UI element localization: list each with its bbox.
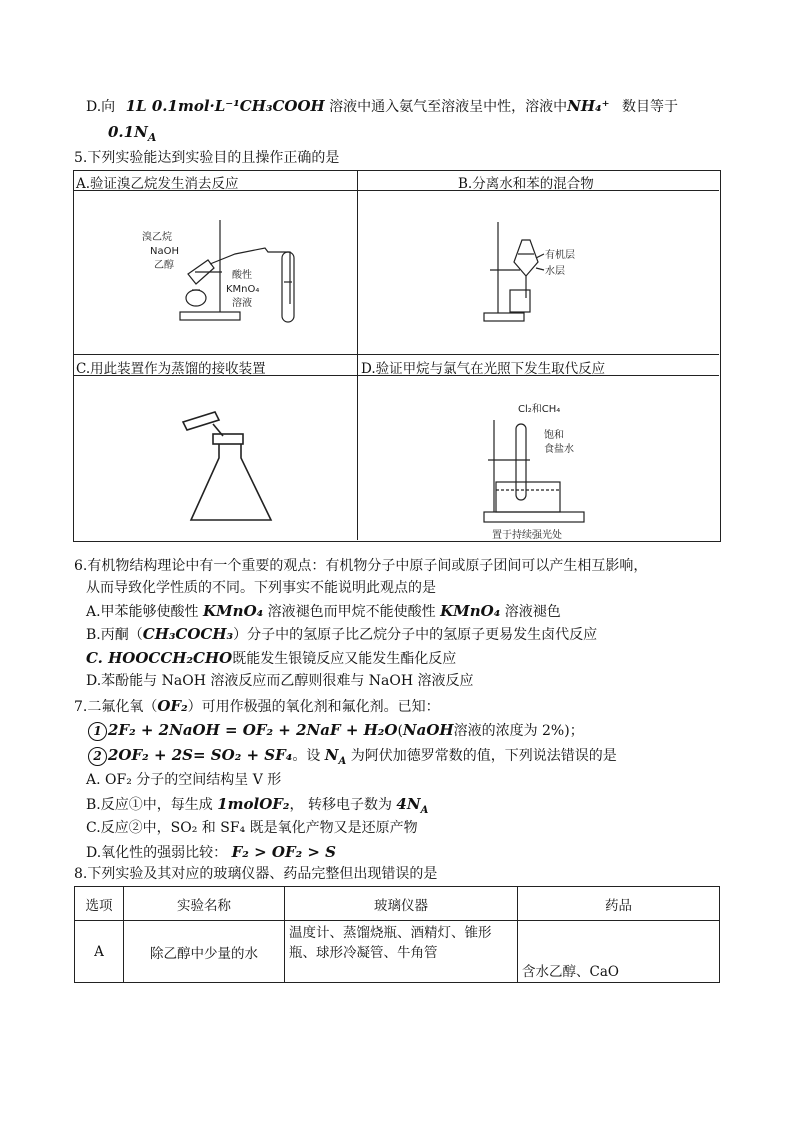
- q7-option-c: C.反应②中，SO₂ 和 SF₄ 既是氧化产物又是还原产物: [86, 820, 418, 836]
- row-experiment: 除乙醇中少量的水: [124, 921, 285, 983]
- q8-table: [74, 886, 720, 983]
- label-d-sol1: 饱和: [544, 430, 564, 441]
- label-d-gas: Cl₂和CH₄: [518, 404, 561, 415]
- q5-hline2: [73, 354, 719, 355]
- q5-vdivider: [357, 170, 358, 540]
- row-option: A: [75, 921, 124, 983]
- q6-option-c: C. HOOCCH₂CHO既能发生银镜反应又能发生酯化反应: [86, 649, 457, 667]
- header-option: 选项: [75, 887, 124, 921]
- label-a-r3: 溶液: [232, 298, 252, 309]
- q8-stem: 8.下列实验及其对应的玻璃仪器、药品完整但出现错误的是: [74, 866, 438, 882]
- label-a-l2: NaOH: [150, 246, 179, 257]
- row-glassware: 温度计、蒸馏烧瓶、酒精灯、锥形瓶、球形冷凝管、牛角管: [285, 921, 518, 983]
- table-header-row: [75, 887, 720, 921]
- label-d-sol2: 食盐水: [544, 444, 574, 455]
- row-reagents: 含水乙醇、CaO: [518, 921, 720, 983]
- label-a-r1: 酸性: [232, 270, 252, 281]
- q6-option-d: D.苯酚能与 NaOH 溶液反应而乙醇则很难与 NaOH 溶液反应: [86, 673, 474, 689]
- q5-cell-c-title: C.用此装置作为蒸馏的接收装置: [76, 361, 266, 377]
- q4d-value: $0.1N_A$: [108, 123, 157, 144]
- q7-option-a: A. OF₂ 分子的空间结构呈 V 形: [86, 772, 282, 788]
- label-a-l1: 溴乙烷: [142, 232, 172, 243]
- circle-number-2: 2: [88, 747, 107, 766]
- q6-option-b: B.丙酮（CH₃COCH₃）分子中的氢原子比乙烷分子中的氢原子更易发生卤代反应: [86, 625, 598, 643]
- q4d-prefix: D.向: [86, 99, 116, 115]
- q5-cell-d-title: D.验证甲烷与氯气在光照下发生取代反应: [361, 361, 606, 377]
- q4d-formula: 1L 0.1mol·L⁻¹CH₃COOH: [125, 97, 325, 115]
- apparatus-b-diagram: [480, 218, 600, 328]
- q6-option-a: A.甲苯能够使酸性 KMnO₄ 溶液褪色而甲烷不能使酸性 KMnO₄ 溶液褪色: [86, 602, 561, 620]
- q7-stem: 7.二氟化氧（OF₂）可用作极强的氧化剂和氟化剂。已知：: [74, 697, 440, 715]
- header-glassware: 玻璃仪器: [285, 887, 518, 921]
- apparatus-c-diagram: [175, 402, 285, 532]
- header-experiment: 实验名称: [124, 887, 285, 921]
- label-b-bottom: 水层: [545, 266, 565, 277]
- label-a-r2: KMnO₄: [226, 284, 260, 295]
- q4-option-d: [86, 96, 678, 117]
- q4d-mid: 溶液中通入氨气至溶液呈中性，溶液中: [329, 99, 568, 115]
- label-d-caption: 置于持续强光处: [492, 530, 562, 541]
- label-b-top: 有机层: [545, 250, 575, 261]
- q5-stem: 5.下列实验能达到实验目的且操作正确的是: [74, 150, 340, 166]
- table-row: [75, 921, 720, 983]
- q7-option-b: B.反应①中，每生成 1molOF₂， 转移电子数为 $4N_A$: [86, 795, 429, 816]
- q7-reaction-2: 2 2OF₂ + 2S= SO₂ + SF₄。设 $N_A$ 为阿伏加德罗常数的值，下列说法错误的是: [88, 745, 617, 772]
- q5-cell-b-title: B.分离水和苯的混合物: [458, 176, 594, 192]
- q5-cell-a-title: A.验证溴乙烷发生消去反应: [76, 176, 239, 192]
- header-reagents: 药品: [518, 887, 720, 921]
- q6-stem-2: 从而导致化学性质的不同。下列事实不能说明此观点的是: [86, 580, 436, 596]
- circle-number-1: 1: [88, 722, 107, 741]
- q7-option-d: D.氧化性的强弱比较： F₂ > OF₂ > S: [86, 843, 337, 861]
- q6-stem-1: 6.有机物结构理论中有一个重要的观点：有机物分子中原子间或原子团间可以产生相互影响，: [74, 558, 648, 574]
- apparatus-a-diagram: [140, 212, 310, 332]
- q4d-ion: NH₄⁺: [567, 97, 610, 115]
- q4d-tail: 数目等于: [621, 99, 678, 115]
- apparatus-d-diagram: [480, 400, 600, 545]
- label-a-l3: 乙醇: [154, 260, 174, 271]
- q7-reaction-1: 1 2F₂ + 2NaOH = OF₂ + 2NaF + H₂O(NaOH溶液的浓度为 2%)；: [88, 720, 584, 741]
